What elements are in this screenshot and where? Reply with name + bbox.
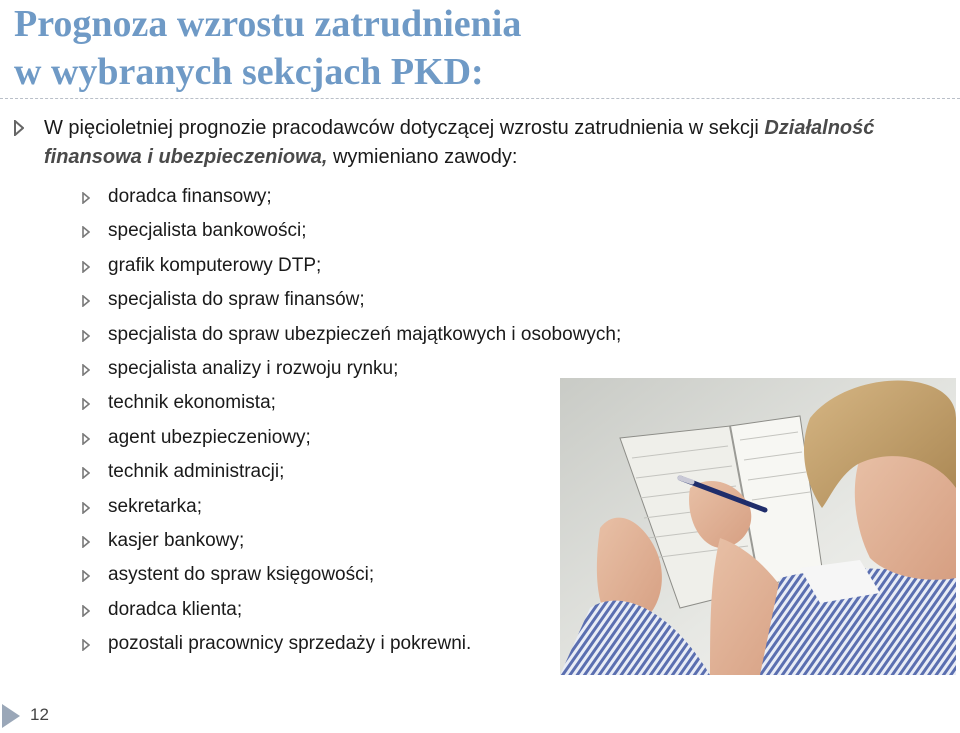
list-item-label: specjalista do spraw ubezpieczeń majątkowych i osobowych; — [108, 323, 622, 345]
slide-title — [14, 0, 521, 96]
list-item — [82, 558, 621, 592]
intro-text — [44, 114, 914, 172]
woman-writing-in-planner-photo — [560, 378, 956, 675]
list-item — [82, 318, 621, 352]
footer-arrow-icon — [0, 704, 20, 733]
list-item-label: kasjer bankowy; — [108, 529, 245, 551]
bullet-arrow-icon — [82, 398, 90, 410]
intro-text-emphasis: Działalność finansowa i ubezpieczeniowa, — [44, 117, 875, 168]
list-item-label: technik administracji; — [108, 461, 285, 483]
list-item-label: agent ubezpieczeniowy; — [108, 426, 311, 448]
list-item — [82, 283, 621, 317]
list-item — [82, 455, 621, 489]
bullet-arrow-icon — [82, 261, 90, 273]
bullet-arrow-icon — [14, 120, 24, 136]
bullet-arrow-icon — [82, 226, 90, 238]
list-item — [82, 352, 621, 386]
list-item-label: specjalista analizy i rozwoju rynku; — [108, 357, 399, 379]
bullet-arrow-icon — [82, 364, 90, 376]
list-item — [82, 627, 621, 661]
bullet-arrow-icon — [82, 570, 90, 582]
intro-text-part2: wymieniano zawody: — [327, 146, 518, 168]
intro-paragraph — [14, 114, 914, 172]
list-item — [82, 180, 621, 214]
bullet-arrow-icon — [82, 295, 90, 307]
bullet-arrow-icon — [82, 639, 90, 651]
occupation-list — [82, 180, 621, 661]
list-item-label: doradca klienta; — [108, 598, 243, 620]
list-item-label: asystent do spraw księgowości; — [108, 564, 375, 586]
bullet-arrow-icon — [82, 502, 90, 514]
list-item — [82, 490, 621, 524]
title-line-1: Prognoza wzrostu zatrudnienia — [14, 3, 522, 45]
bullet-arrow-icon — [82, 433, 90, 445]
list-item-label: pozostali pracownicy sprzedaży i pokrewni. — [108, 633, 472, 655]
page-number: 12 — [30, 705, 49, 724]
list-item-label: technik ekonomista; — [108, 392, 276, 414]
list-item-label: specjalista bankowości; — [108, 220, 307, 242]
list-item — [82, 386, 621, 420]
list-item-label: doradca finansowy; — [108, 186, 272, 207]
bullet-arrow-icon — [82, 536, 90, 548]
bullet-arrow-icon — [82, 467, 90, 479]
list-item-label: grafik komputerowy DTP; — [108, 254, 322, 276]
list-item — [82, 421, 621, 455]
list-item-label: specjalista do spraw finansów; — [108, 289, 365, 311]
bullet-arrow-icon — [82, 192, 90, 204]
title-divider — [0, 98, 960, 99]
bullet-arrow-icon — [82, 605, 90, 617]
bullet-arrow-icon — [82, 330, 90, 342]
list-item — [82, 593, 621, 627]
list-item — [82, 524, 621, 558]
list-item-label: sekretarka; — [108, 495, 202, 517]
list-item — [82, 214, 621, 248]
title-line-2: w wybranych sekcjach PKD: — [14, 51, 484, 93]
intro-text-part1: W pięcioletniej prognozie pracodawców dotyczącej wzrostu zatrudnienia w sekcji — [44, 117, 765, 139]
list-item — [82, 249, 621, 283]
